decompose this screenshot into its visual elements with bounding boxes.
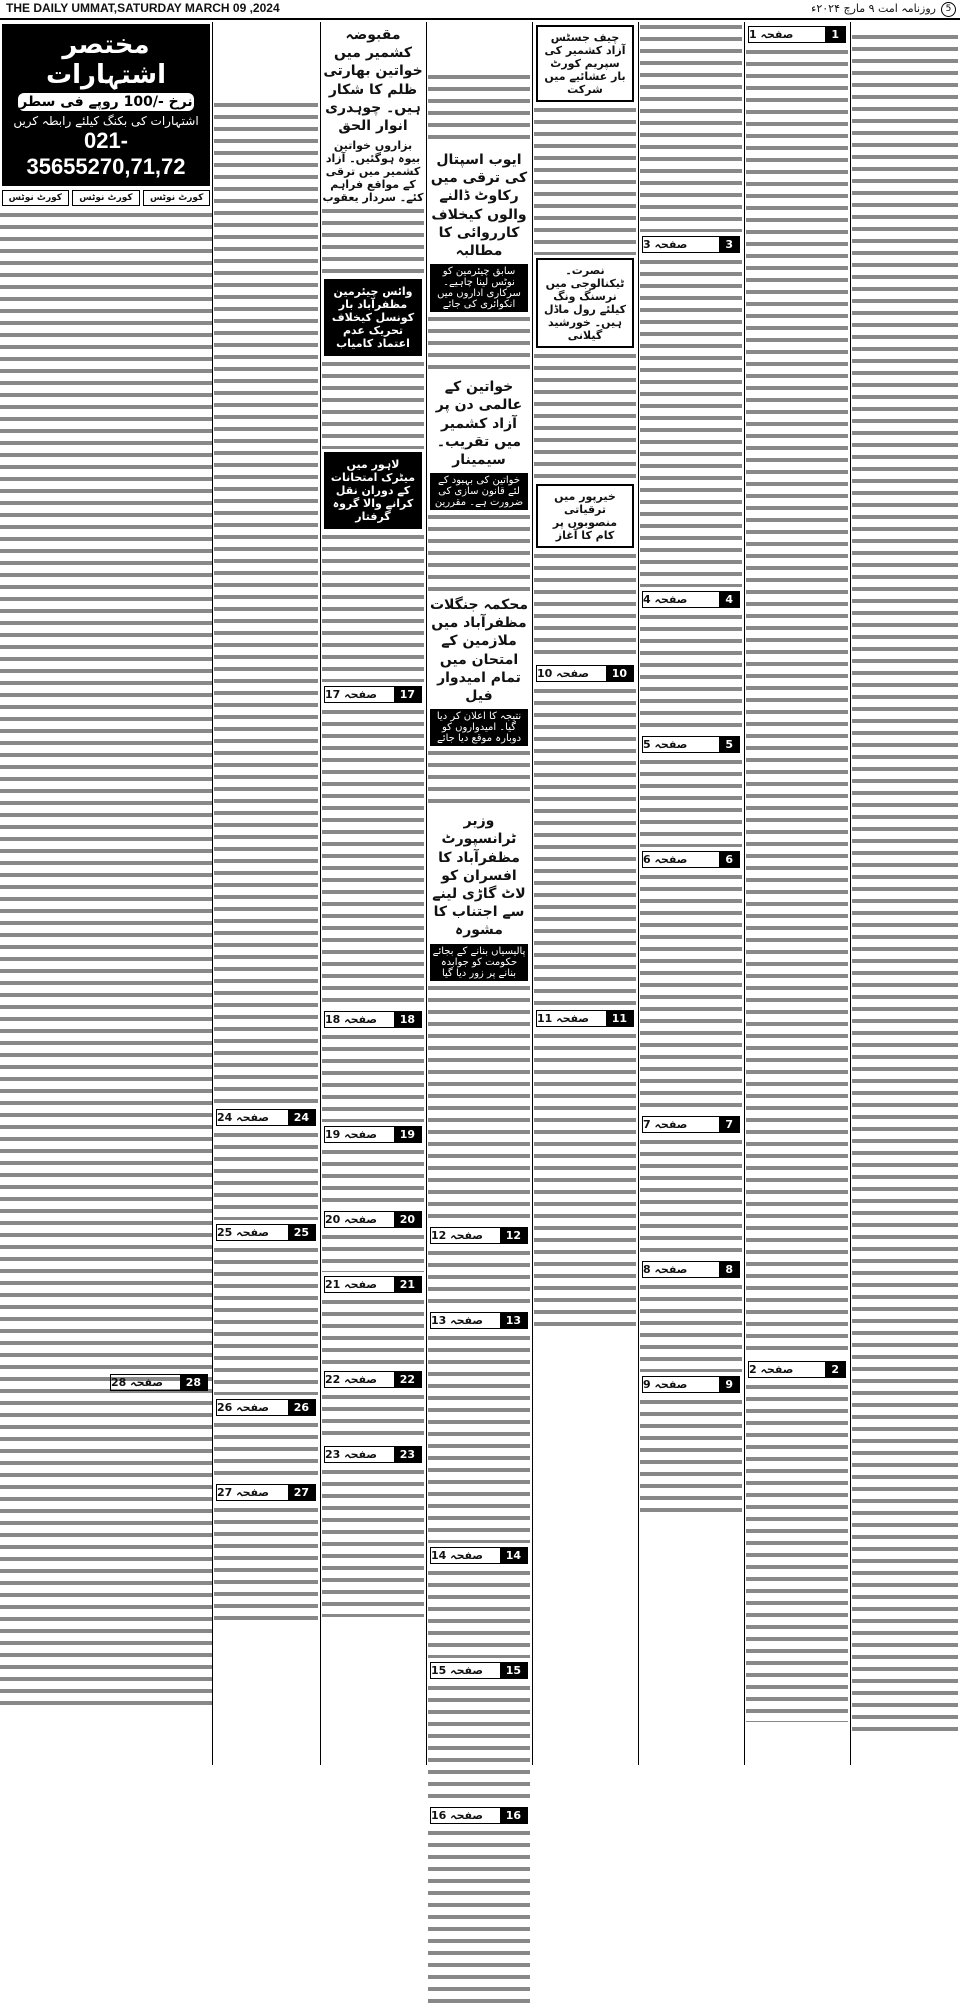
column-rule	[426, 22, 427, 1765]
article-body	[428, 1333, 530, 1543]
section-tag: صفحہ 27 27	[216, 1484, 316, 1501]
article-body	[322, 1467, 424, 1617]
section-tag: صفحہ 9 9	[642, 1376, 740, 1393]
headline-box: چیف جسٹس آزاد کشمیر کی سپریم کورٹ بار عشائیے میں شرکت	[536, 25, 634, 102]
article-body	[322, 206, 424, 276]
headline-bar: نتیجہ کا اعلان کر دیا گیا۔ امیدواروں کو دوبارہ موقع دیا جائے	[430, 709, 528, 746]
section-tag: صفحہ 18 18	[324, 1011, 422, 1028]
article-body	[746, 47, 848, 1357]
court-notice-label: کورٹ نوٹس	[2, 190, 69, 206]
court-notice-label: کورٹ نوٹس	[72, 190, 139, 206]
article-body	[428, 748, 530, 808]
section-tag: صفحہ 17 17	[324, 686, 422, 703]
section-tag: صفحہ 24 24	[216, 1109, 316, 1126]
section-tag: صفحہ 6 6	[642, 851, 740, 868]
classifieds-column-2	[214, 22, 318, 1765]
masthead-english: THE DAILY UMMAT,SATURDAY MARCH 09 ,2024	[6, 1, 280, 15]
column-rule	[212, 22, 213, 1765]
column-rule	[850, 22, 851, 1765]
article-body	[852, 32, 958, 1732]
article-body	[640, 1282, 742, 1372]
headline: وزیر ٹرانسپورٹ مظفرآباد کا افسران کو لاٹ گاڑی لینے سے اجتناب کا مشورہ	[432, 813, 526, 939]
article-body	[214, 1505, 318, 1625]
section-tag: صفحہ 28 28	[110, 1374, 208, 1391]
column-rule	[744, 22, 745, 1765]
article-body	[428, 314, 530, 374]
section-tag: صفحہ 21 21	[324, 1276, 422, 1293]
headline-bar: خواتین کی بہبود کے لئے قانون سازی کی ضرورت ہے۔ مقررین	[430, 473, 528, 510]
article-body	[322, 532, 424, 682]
section-tag: صفحہ 1 1	[748, 26, 846, 43]
classifieds-title: مختصر اشتہارات	[45, 30, 167, 90]
article-body	[640, 257, 742, 587]
section-tag: صفحہ 22 22	[324, 1371, 422, 1388]
article-body	[428, 1248, 530, 1308]
news-column-6	[534, 22, 636, 1765]
article-body	[640, 757, 742, 847]
classifieds-ad	[2, 24, 210, 186]
lead-strap: بزاروں خواتین بیوہ ہوگئیں۔ آزاد کشمیر میں ترقی کے مواقع فراہم کئے۔ سردار یعقوب	[322, 139, 424, 205]
headline: ایوب اسپتال کی ترقی میں رکاوٹ ڈالنے والوں کیخلاف کارروائی کا مطالبہ	[430, 152, 528, 259]
article-body	[322, 1232, 424, 1272]
court-notice-row	[0, 190, 212, 206]
column-rule	[320, 22, 321, 1765]
article-body	[428, 1568, 530, 1658]
news-column-5	[428, 22, 530, 1822]
section-tag: صفحہ 23 23	[324, 1446, 422, 1463]
section-tag: صفحہ 8 8	[642, 1261, 740, 1278]
headline: محکمہ جنگلات مظفرآباد میں ملازمین کے امتحان میں تمام امیدوار فیل	[429, 597, 528, 704]
headline-box: نصرت۔ ٹیکنالوجی میں نرسنگ ونگ کیلئے رول ماڈل ہیں۔ خورشید گیلانی	[536, 258, 634, 348]
article-body	[428, 512, 530, 592]
article-body	[640, 1137, 742, 1257]
article-body	[640, 22, 742, 232]
classifieds-rate: نرخ -/100 روپے فی سطر	[19, 94, 193, 110]
article-body	[534, 551, 636, 661]
headline-box: خیرپور میں ترقیاتی منصوبوں پر کام کا آغاز	[536, 484, 634, 548]
article-body	[428, 1828, 530, 2008]
section-tag: صفحہ 16 16	[430, 1807, 528, 1824]
article-body	[534, 351, 636, 481]
section-tag: صفحہ 12 12	[430, 1227, 528, 1244]
article-body	[214, 1130, 318, 1220]
classifieds-phone: 021-35655270,71,72	[26, 128, 186, 179]
court-notices-text	[214, 100, 318, 1105]
article-body	[640, 872, 742, 1112]
section-tag: صفحہ 5 5	[642, 736, 740, 753]
headline-box: لاہور میں میٹرک امتحانات کے دوران نقل کرانے والا گروہ گرفتار	[324, 452, 422, 529]
headline: خواتین کے عالمی دن پر آزاد کشمیر میں تقریب۔ سیمینار	[435, 379, 523, 468]
article-body	[534, 686, 636, 1006]
article-body	[322, 359, 424, 449]
headline-box: وائس چیئرمین مظفرآباد بار کونسل کیخلاف تحریک عدم اعتماد کامیاب	[324, 279, 422, 356]
article-body	[214, 1245, 318, 1395]
news-column-9	[852, 22, 958, 1765]
article-body	[534, 105, 636, 255]
article-body	[428, 983, 530, 1223]
section-tag: صفحہ 2 2	[748, 1361, 846, 1378]
section-tag: صفحہ 26 26	[216, 1399, 316, 1416]
section-tag: صفحہ 14 14	[430, 1547, 528, 1564]
classifieds-booking: اشتہارات کی بکنگ کیلئے رابطہ کریں	[13, 114, 199, 128]
article-body	[640, 1397, 742, 1517]
article-body	[322, 1297, 424, 1367]
article-body	[322, 1147, 424, 1207]
article-body	[428, 72, 530, 147]
masthead	[0, 0, 960, 20]
article-body	[214, 1420, 318, 1480]
article-body	[428, 1683, 530, 1803]
masthead-urdu: روزنامہ امت ۹ مارچ ۲۰۲۴ء	[811, 2, 936, 15]
lead-headline: مقبوضہ کشمیر میں خواتین بھارتی ظلم کا شکار ہیں۔ چوہدری انوار الحق	[323, 27, 423, 134]
news-column-8	[746, 22, 848, 1765]
section-tag: صفحہ 7 7	[642, 1116, 740, 1133]
article-body	[322, 1392, 424, 1442]
page-number: 5	[941, 2, 956, 17]
news-column-4	[322, 22, 424, 1765]
section-tag: صفحہ 15 15	[430, 1662, 528, 1679]
headline-bar: پالیسیاں بنانے کے بجائے حکومت کو جوابدہ بنانے پر زور دیا گیا	[430, 944, 528, 981]
section-tag: صفحہ 20 20	[324, 1211, 422, 1228]
article-body	[322, 707, 424, 1007]
section-tag: صفحہ 4 4	[642, 591, 740, 608]
section-tag: صفحہ 11 11	[536, 1010, 634, 1027]
section-tag: صفحہ 13 13	[430, 1312, 528, 1329]
headline-bar: سابق چیئرمین کو نوٹس لینا چاہیے۔ سرکاری اداروں میں انکوائری کی جائے	[430, 264, 528, 312]
section-tag: صفحہ 10 10	[536, 665, 634, 682]
court-notice-label: کورٹ نوٹس	[143, 190, 210, 206]
article-body	[746, 1382, 848, 1722]
article-body	[322, 1032, 424, 1122]
article-body	[534, 1031, 636, 1331]
classifieds-footer	[108, 1370, 210, 1765]
column-rule	[638, 22, 639, 1765]
section-tag: صفحہ 25 25	[216, 1224, 316, 1241]
section-tag: صفحہ 3 3	[642, 236, 740, 253]
column-rule	[532, 22, 533, 1765]
news-column-7	[640, 22, 742, 1765]
article-body	[640, 612, 742, 732]
section-tag: صفحہ 19 19	[324, 1126, 422, 1143]
